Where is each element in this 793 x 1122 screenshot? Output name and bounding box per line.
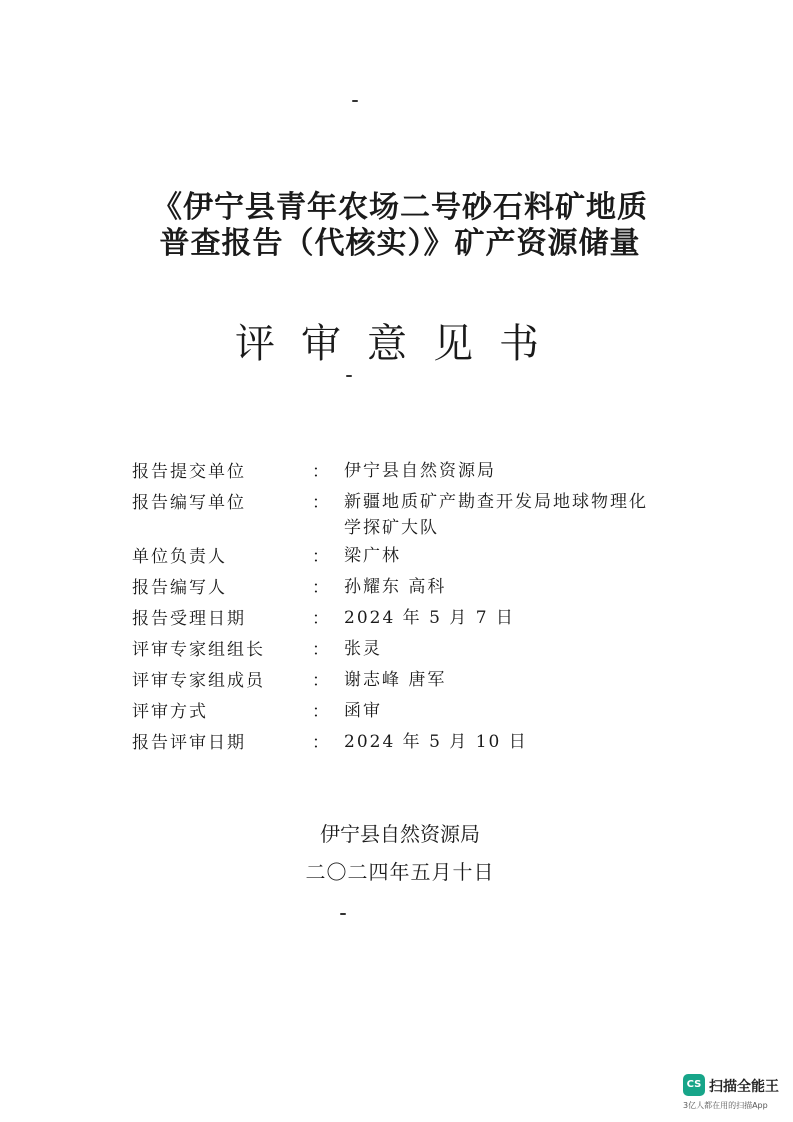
scan-speck <box>340 913 346 915</box>
info-label: 报告评审日期 <box>132 733 246 753</box>
info-row-unit-head <box>132 543 672 574</box>
watermark-tagline: 3亿人都在用的扫描App <box>683 1101 768 1110</box>
info-label: 评审专家组成员 <box>132 671 265 691</box>
info-colon: ： <box>312 671 329 691</box>
footer-issuer: 伊宁县自然资源局 <box>320 822 480 846</box>
info-row-panel-leader <box>132 636 672 667</box>
info-value: 谢志峰 唐军 <box>344 670 447 690</box>
info-colon: ： <box>312 609 329 629</box>
info-value: 孙耀东 高科 <box>344 577 447 597</box>
info-value: 2024 年 5 月 10 日 <box>344 732 528 752</box>
info-value: 梁广林 <box>344 546 401 566</box>
info-value: 张灵 <box>344 639 382 659</box>
info-label: 报告提交单位 <box>132 462 246 482</box>
info-label: 评审专家组组长 <box>132 640 265 660</box>
info-colon: ： <box>312 547 329 567</box>
info-row-submitting-unit <box>132 458 672 489</box>
info-colon: ： <box>312 462 329 482</box>
scan-speck <box>346 375 352 377</box>
info-row-panel-members <box>132 667 672 698</box>
info-value: 新疆地质矿产勘查开发局地球物理化学探矿大队 <box>344 492 648 538</box>
info-row-compiling-unit <box>132 489 672 543</box>
info-value: 2024 年 5 月 7 日 <box>344 608 515 628</box>
info-colon: ： <box>312 702 329 722</box>
info-label: 报告编写人 <box>132 578 227 598</box>
footer-date: 二〇二四年五月十日 <box>305 860 495 884</box>
info-colon: ： <box>312 493 329 513</box>
info-label: 评审方式 <box>132 702 208 722</box>
info-colon: ： <box>312 733 329 753</box>
watermark-app-name: 扫描全能王 <box>709 1079 779 1095</box>
info-colon: ： <box>312 578 329 598</box>
camscanner-logo-icon: CS <box>683 1074 705 1096</box>
info-row-acceptance-date <box>132 605 672 636</box>
info-row-report-authors <box>132 574 672 605</box>
info-label: 报告编写单位 <box>132 493 246 513</box>
info-label: 报告受理日期 <box>132 609 246 629</box>
document-heading: 评审意见书 <box>235 321 565 367</box>
document-title-line-2: 普查报告（代核实）》矿产资源储量 <box>159 226 641 261</box>
info-value: 函审 <box>344 701 382 721</box>
info-table <box>132 458 672 760</box>
info-row-review-date <box>132 729 672 760</box>
scanner-watermark <box>683 1074 787 1114</box>
info-row-review-method <box>132 698 672 729</box>
info-colon: ： <box>312 640 329 660</box>
scan-speck <box>352 100 358 102</box>
document-title-line-1: 《伊宁县青年农场二号砂石料矿地质 <box>152 190 648 225</box>
info-label: 单位负责人 <box>132 547 227 567</box>
info-value: 伊宁县自然资源局 <box>344 461 496 481</box>
